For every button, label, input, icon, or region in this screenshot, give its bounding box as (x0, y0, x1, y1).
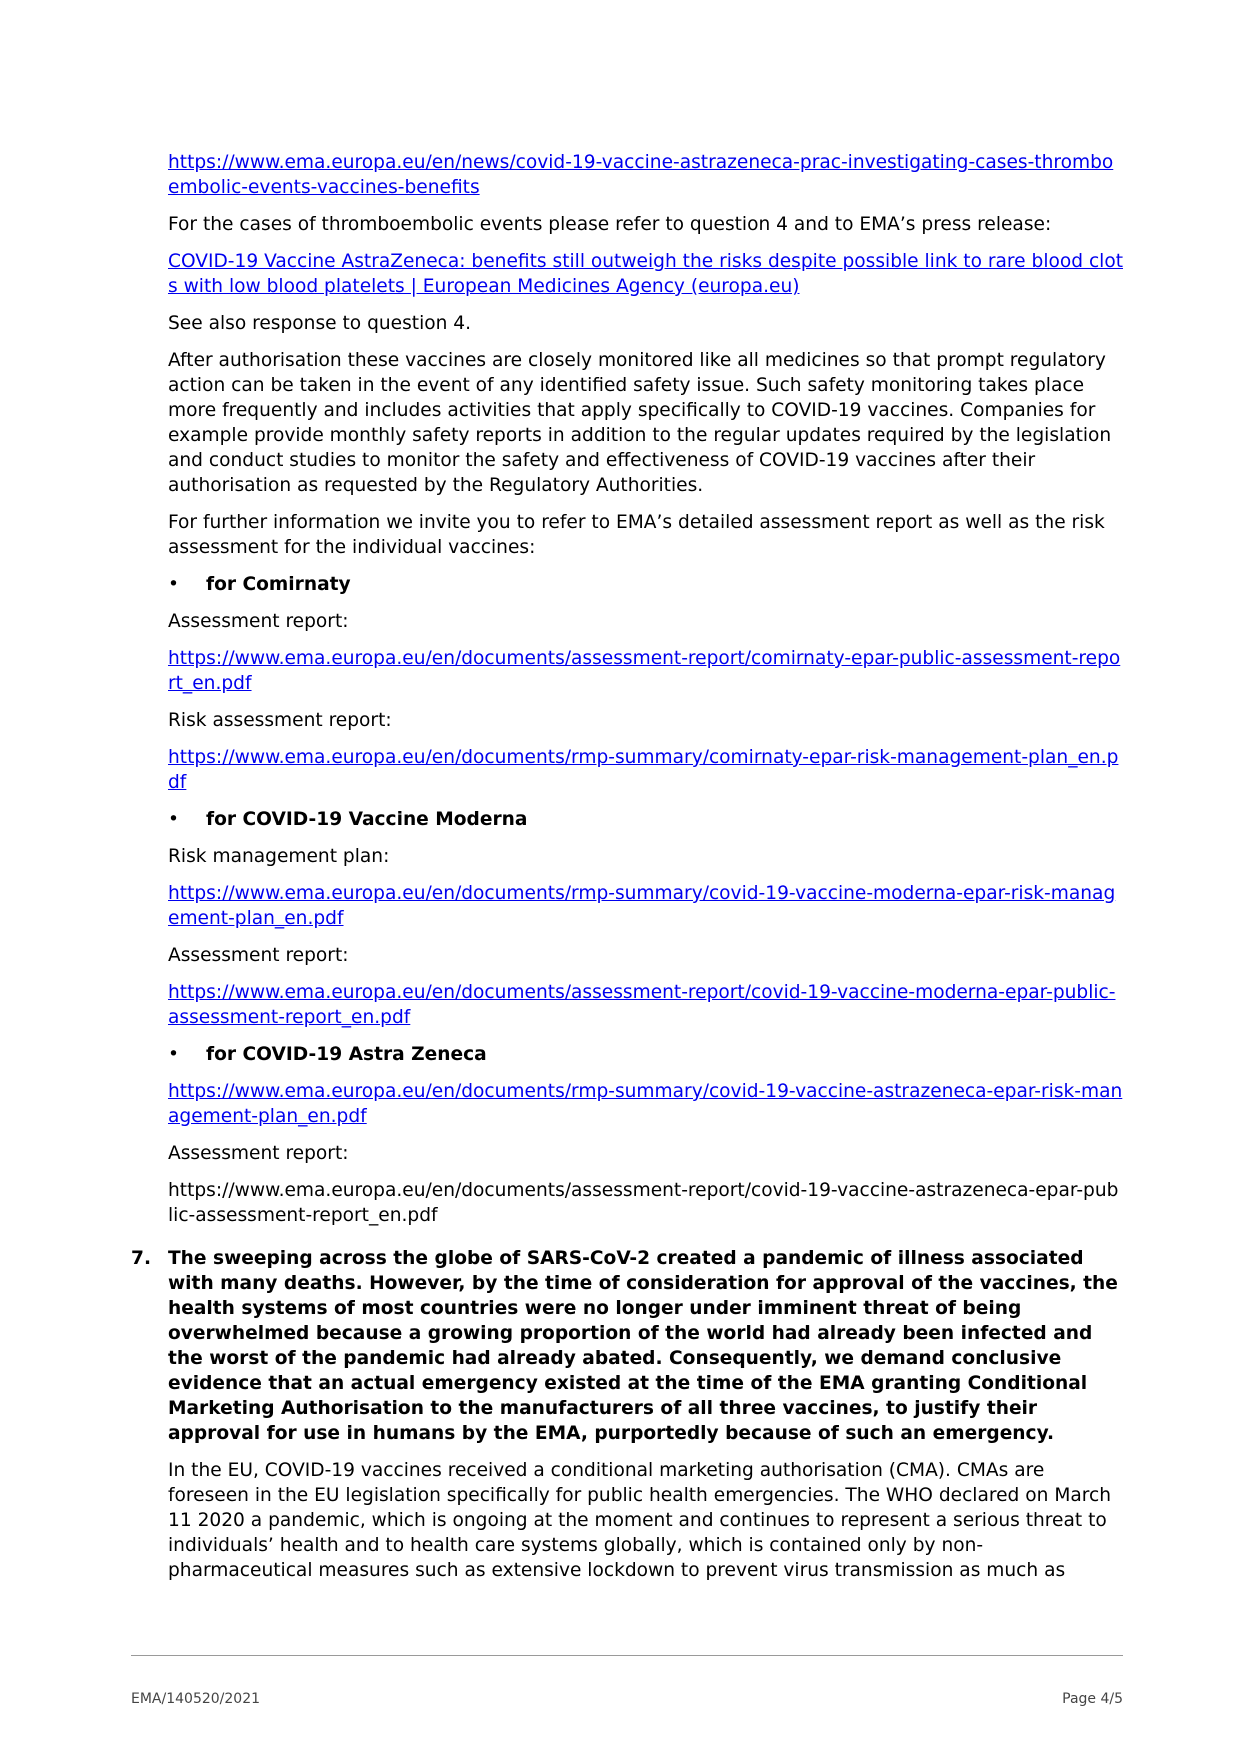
link-comirnaty-rmp[interactable]: https://www.ema.europa.eu/en/documents/rmp-summary/comirnaty-epar-risk-management-plan_en.pdf (168, 747, 1119, 793)
bullet-dot-icon: • (168, 574, 179, 595)
link-astrazeneca-rmp[interactable]: https://www.ema.europa.eu/en/documents/rmp-summary/covid-19-vaccine-astrazeneca-epar-risk-management-plan_en.pdf (168, 1081, 1123, 1127)
footer-divider (131, 1655, 1123, 1656)
bullet-astrazeneca (168, 1042, 1123, 1067)
bullet-label: for Comirnaty (206, 574, 351, 595)
page-content (131, 150, 1123, 1595)
label-assessment-report: Assessment report: (168, 1143, 349, 1164)
link-moderna-assessment[interactable]: https://www.ema.europa.eu/en/documents/assessment-report/covid-19-vaccine-moderna-epar-public-assessment-report_en.pdf (168, 982, 1116, 1028)
bullet-comirnaty (168, 572, 1123, 597)
footer-page-number: Page 4/5 (1062, 1691, 1123, 1707)
label-assessment-report: Assessment report: (168, 611, 349, 632)
question-7 (131, 1246, 1123, 1446)
label-risk-assessment-report: Risk assessment report: (168, 710, 392, 731)
answer-7: In the EU, COVID-19 vaccines received a conditional marketing authorisation (CMA). CMAs are foreseen in the EU legislation specifically for public health emergencies. The WHO declared on March 11 2020 a pandemic, which is ongoing at the moment and continues to represent a serious threat to individuals’ health and to health care systems globally, which is contained only by non-pharmaceutical measures such as extensive lockdown to prevent virus transmission as much as (168, 1460, 1111, 1581)
question-number: 7. (131, 1248, 152, 1269)
paragraph-see-also: See also response to question 4. (168, 313, 472, 334)
paragraph-further-info: For further information we invite you to refer to EMA’s detailed assessment report as well as the risk assessment for the individual vaccines: (168, 512, 1105, 558)
label-assessment-report: Assessment report: (168, 945, 349, 966)
question-text: The sweeping across the globe of SARS-CoV-2 created a pandemic of illness associated with many deaths. However, by the time of consideration for approval of the vaccines, the health systems of most countries were no longer under imminent threat of being overwhelmed because a growing proportion of the world had already been infected and the worst of the pandemic had already abated. Consequently, we demand conclusive evidence that an actual emergency existed at the time of the EMA granting Conditional Marketing Authorisation to the manufacturers of all three vaccines, to justify their approval for use in humans by the EMA, purportedly because of such an emergency. (168, 1248, 1118, 1444)
bullet-dot-icon: • (168, 1044, 179, 1065)
footer-reference: EMA/140520/2021 (131, 1691, 261, 1707)
astrazeneca-assessment-url: https://www.ema.europa.eu/en/documents/assessment-report/covid-19-vaccine-astrazeneca-epar-public-assessment-report_en.pdf (168, 1180, 1119, 1226)
bullet-label: for COVID-19 Astra Zeneca (206, 1044, 487, 1065)
bullet-dot-icon: • (168, 809, 179, 830)
bullet-moderna (168, 807, 1123, 832)
bullet-label: for COVID-19 Vaccine Moderna (206, 809, 528, 830)
link-press-release[interactable]: COVID-19 Vaccine AstraZeneca: benefits still outweigh the risks despite possible link to rare blood clots with low blood platelets | European Medicines Agency (europa.eu) (168, 251, 1123, 297)
link-comirnaty-assessment[interactable]: https://www.ema.europa.eu/en/documents/assessment-report/comirnaty-epar-public-assessment-report_en.pdf (168, 648, 1121, 694)
link-moderna-rmp[interactable]: https://www.ema.europa.eu/en/documents/rmp-summary/covid-19-vaccine-moderna-epar-risk-management-plan_en.pdf (168, 883, 1116, 929)
paragraph-thromboembolic-ref: For the cases of thromboembolic events please refer to question 4 and to EMA’s press release: (168, 214, 1052, 235)
label-risk-management-plan: Risk management plan: (168, 846, 390, 867)
link-prac-thromboembolic[interactable]: https://www.ema.europa.eu/en/news/covid-19-vaccine-astrazeneca-prac-investigating-cases-thromboembolic-events-vaccines-benefits (168, 152, 1114, 198)
paragraph-monitoring: After authorisation these vaccines are closely monitored like all medicines so that prompt regulatory action can be taken in the event of any identified safety issue. Such safety monitoring takes place more frequently and includes activities that apply specifically to COVID-19 vaccines. Companies for example provide monthly safety reports in addition to the regular updates required by the legislation and conduct studies to monitor the safety and effectiveness of COVID-19 vaccines after their authorisation as requested by the Regulatory Authorities. (168, 350, 1112, 496)
